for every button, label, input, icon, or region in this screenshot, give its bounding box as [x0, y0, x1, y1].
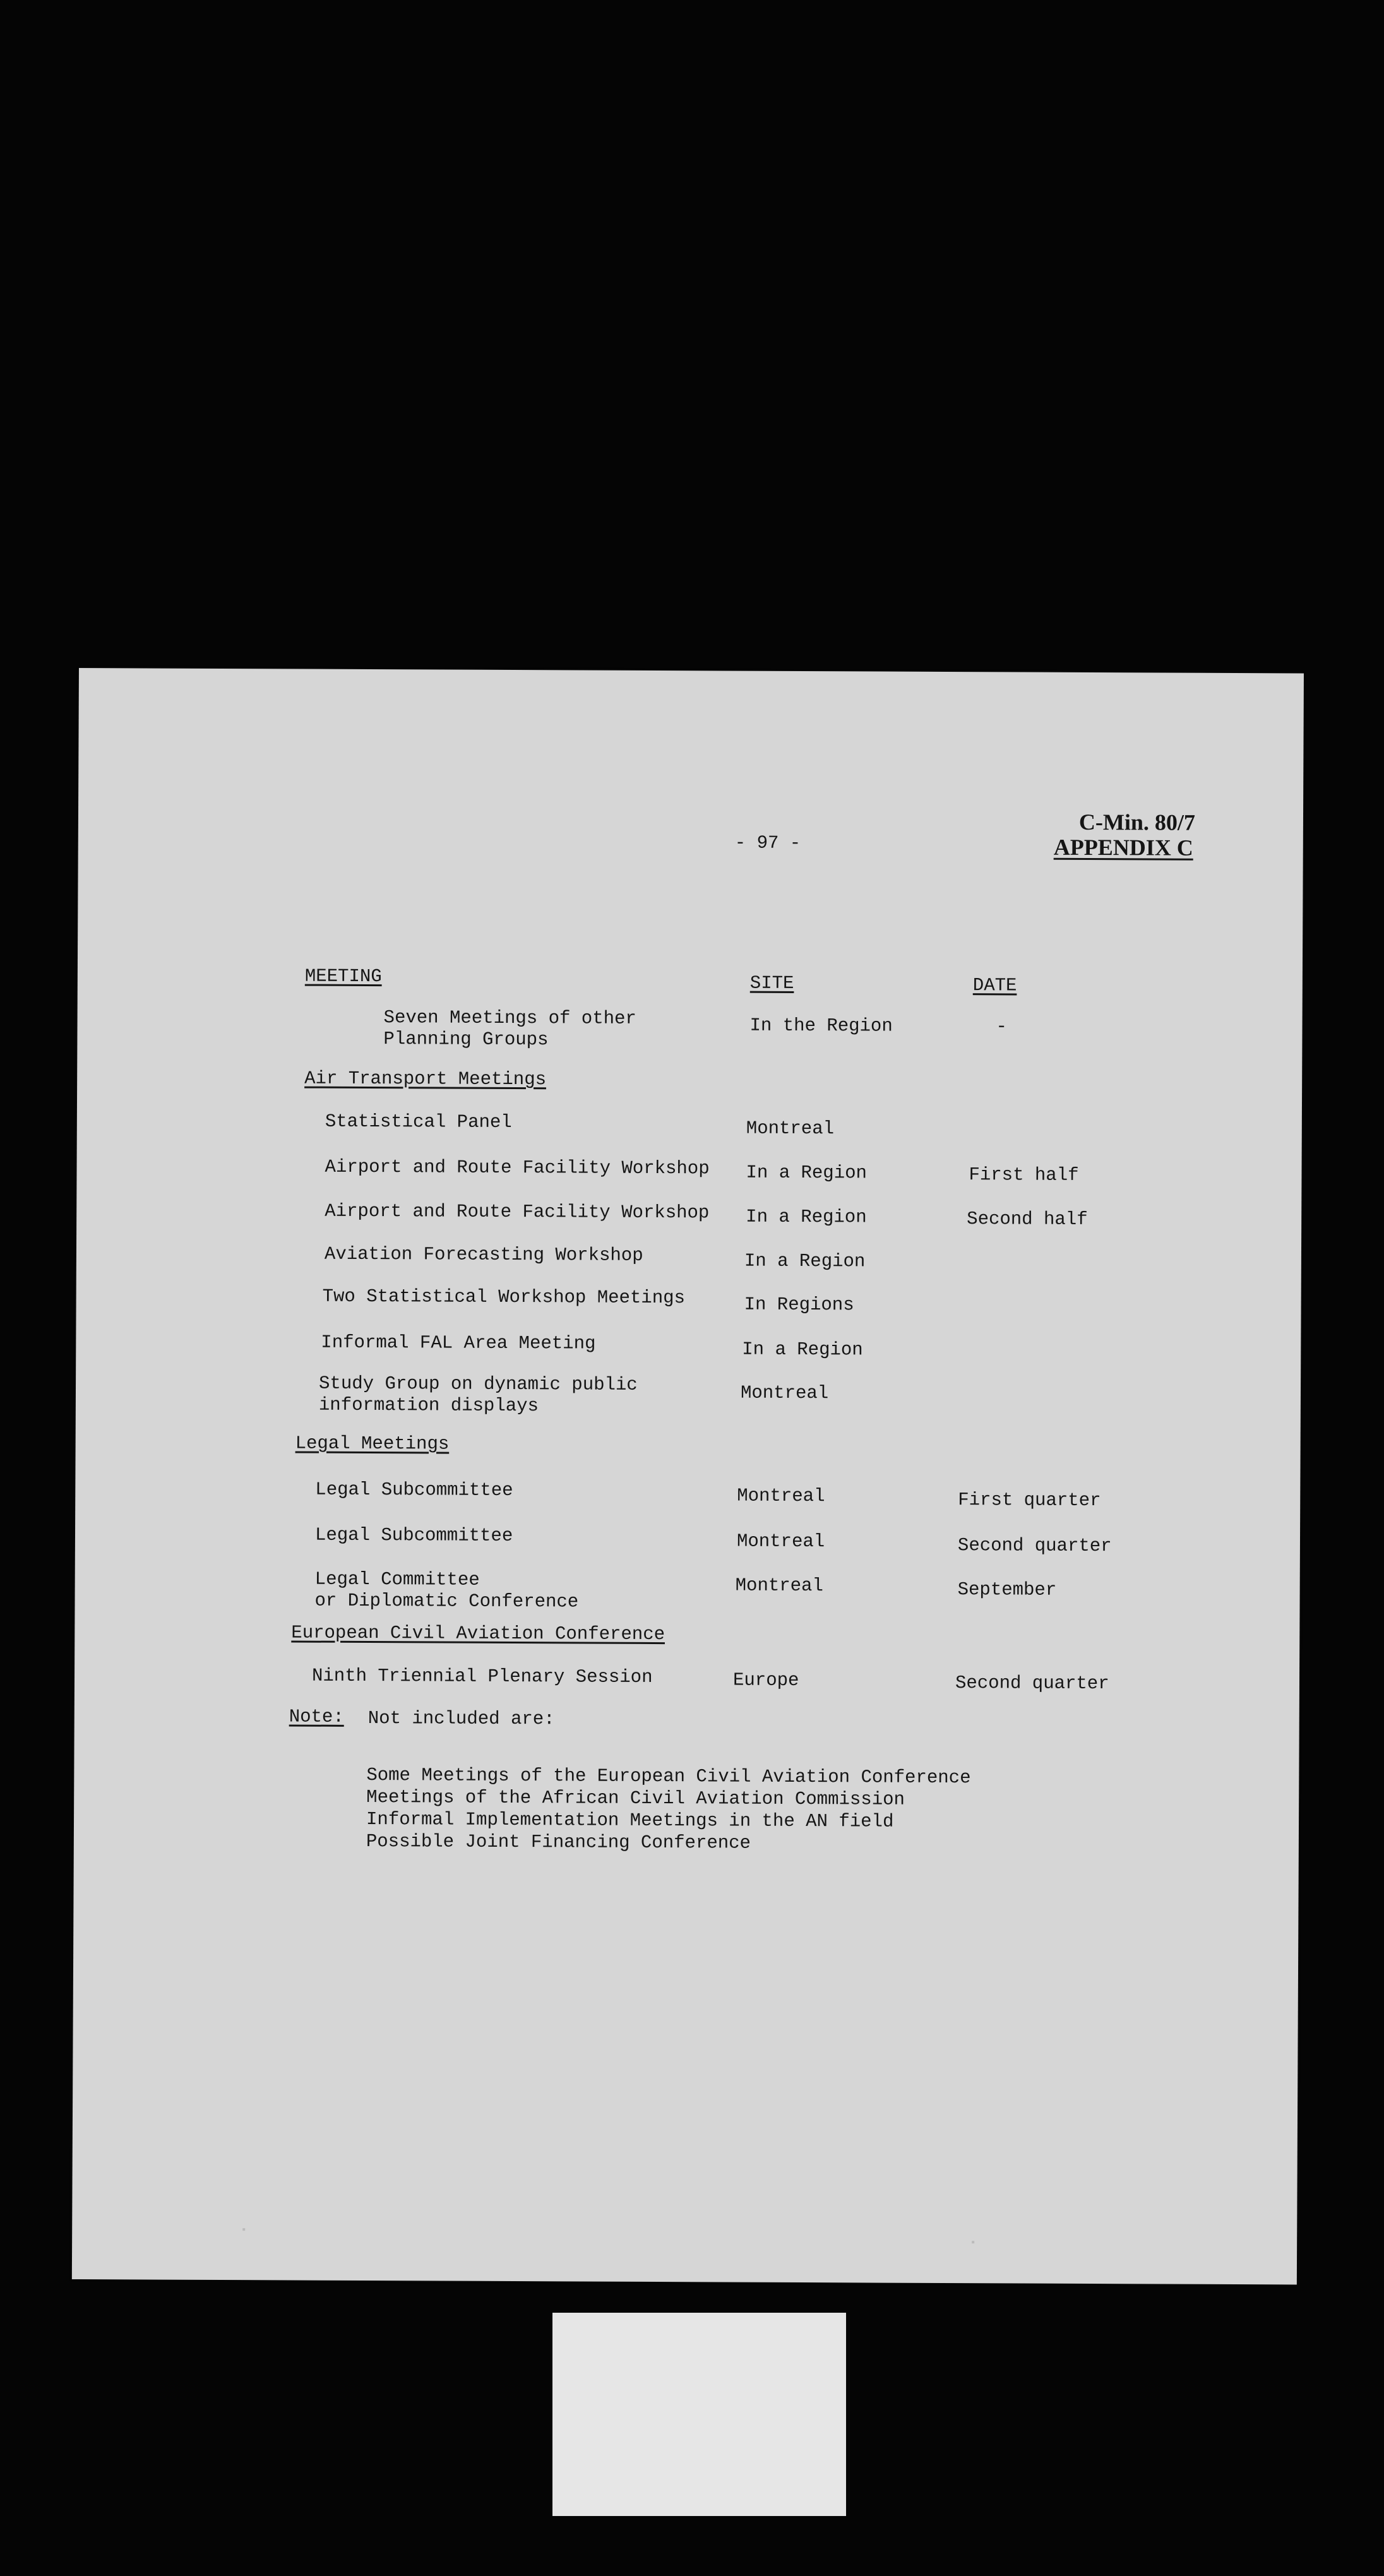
- meeting-name: Airport and Route Facility Workshop: [325, 1156, 710, 1179]
- section-heading: Legal Meetings: [295, 1433, 450, 1455]
- meeting-site: In Regions: [744, 1294, 854, 1316]
- column-header-site: SITE: [749, 972, 794, 994]
- meeting-date: Second half: [967, 1208, 1088, 1230]
- paper-speck: [972, 2241, 974, 2243]
- meeting-site: In a Region: [746, 1162, 868, 1184]
- meeting-name: Informal FAL Area Meeting: [321, 1332, 596, 1354]
- meeting-date: Second quarter: [955, 1673, 1109, 1695]
- note-label: Note:: [289, 1706, 344, 1727]
- meeting-date: September: [957, 1579, 1057, 1601]
- meeting-name: Ninth Triennial Plenary Session: [311, 1665, 653, 1688]
- document-reference: C-Min. 80/7: [1078, 809, 1196, 835]
- section-heading: European Civil Aviation Conference: [291, 1622, 665, 1645]
- meeting-name: Two Statistical Workshop Meetings: [322, 1285, 686, 1309]
- note-item: Possible Joint Financing Conference: [366, 1831, 751, 1854]
- note-item: Some Meetings of the European Civil Aviation Conference: [366, 1765, 971, 1789]
- meeting-date: -: [996, 1016, 1008, 1037]
- meeting-name: Statistical Panel: [325, 1111, 512, 1133]
- meeting-site: Montreal: [746, 1118, 835, 1140]
- meeting-site: In a Region: [744, 1250, 866, 1272]
- column-header-date: DATE: [972, 975, 1017, 996]
- meeting-date: Second quarter: [957, 1535, 1112, 1557]
- meeting-site: In a Region: [746, 1206, 867, 1228]
- meeting-site: Montreal: [735, 1575, 823, 1597]
- paper-speck: [242, 2228, 245, 2231]
- meeting-name: Legal Subcommittee: [315, 1479, 513, 1501]
- meeting-site: In a Region: [742, 1339, 863, 1361]
- note-item: Meetings of the African Civil Aviation Commission: [366, 1787, 905, 1810]
- meeting-name: Aviation Forecasting Workshop: [324, 1243, 643, 1266]
- section-heading: Air Transport Meetings: [304, 1068, 547, 1090]
- meeting-name: Legal Subcommittee: [314, 1524, 513, 1547]
- meeting-date: First half: [969, 1164, 1079, 1186]
- meeting-site: In the Region: [749, 1015, 893, 1037]
- meeting-name: Study Group on dynamic public information displays: [318, 1373, 638, 1417]
- meeting-site: Montreal: [737, 1485, 825, 1507]
- document-page: [72, 668, 1304, 2284]
- meeting-name: Airport and Route Facility Workshop: [325, 1200, 710, 1224]
- meeting-site: Europe: [732, 1669, 799, 1691]
- meeting-date: First quarter: [958, 1489, 1101, 1512]
- column-header-meeting: MEETING: [304, 965, 382, 987]
- meeting-name: Seven Meetings of other Planning Groups: [383, 1007, 636, 1051]
- meeting-site: Montreal: [736, 1530, 825, 1553]
- appendix-label: APPENDIX C: [1053, 834, 1193, 861]
- meeting-name: Legal Committee or Diplomatic Conference: [314, 1568, 579, 1613]
- page-number: - 97 -: [734, 832, 801, 854]
- note-item: Informal Implementation Meetings in the AN field: [366, 1809, 894, 1832]
- film-frame-tab: [552, 2313, 846, 2516]
- meeting-site: Montreal: [740, 1382, 829, 1404]
- note-intro: Not included are:: [367, 1708, 555, 1730]
